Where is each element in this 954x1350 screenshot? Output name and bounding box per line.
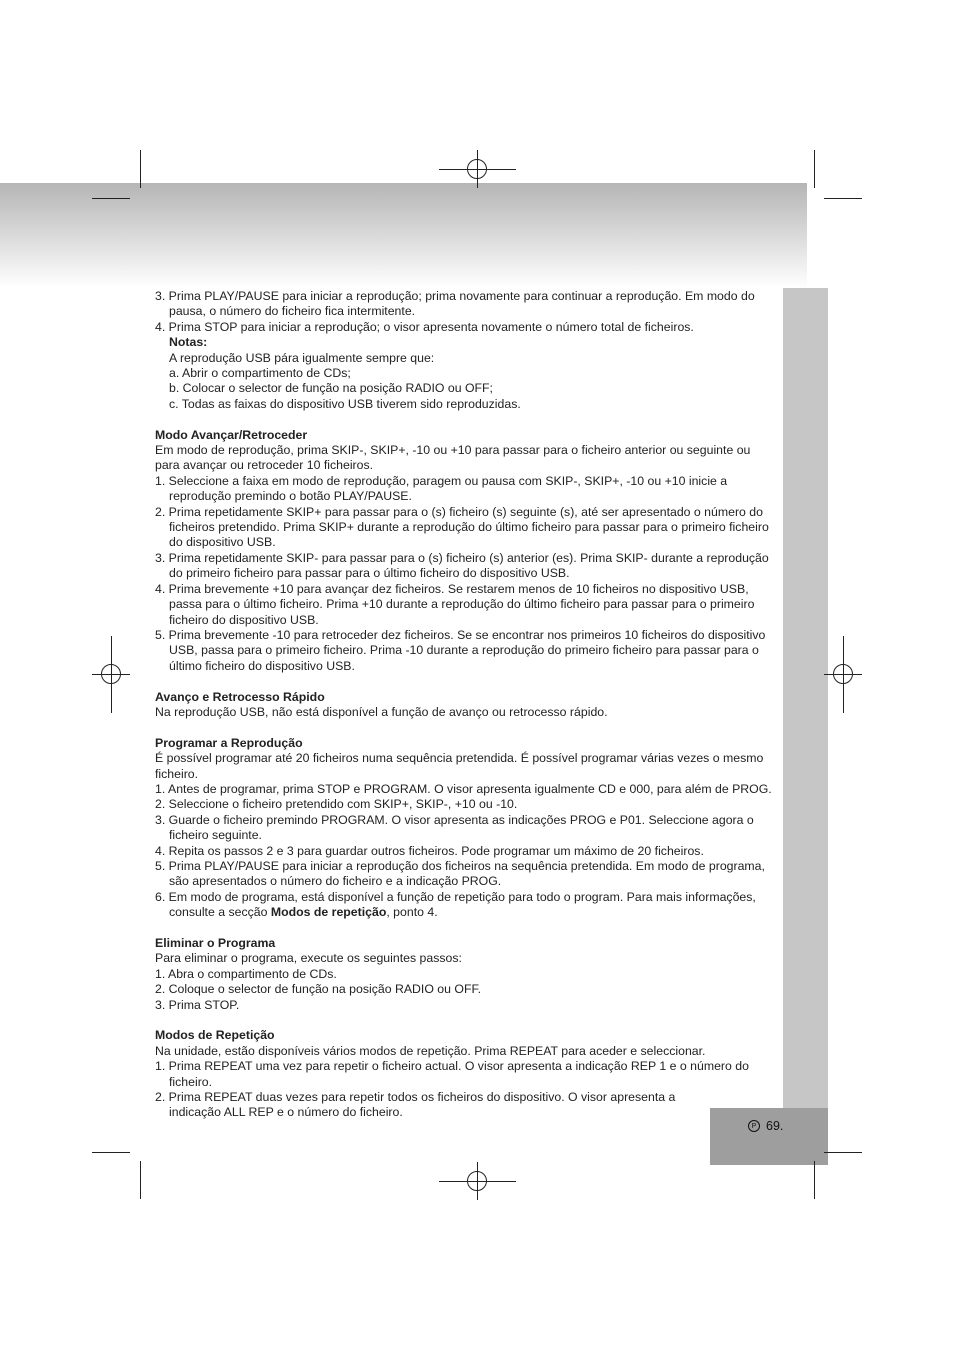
list-item: 4. Repita os passos 2 e 3 para guardar outros ficheiros. Pode programar um máximo de 20 ficheiros. (155, 843, 704, 858)
section-heading-repeat: Modos de Repetição (155, 1028, 275, 1043)
side-tab (783, 288, 828, 1108)
list-item: 2. Prima repetidamente SKIP+ para passar para o (s) ficheiro (s) seguinte (s), até ser apresentado o número do ficheiros pretendido. Prima SKIP+ durante a reprodução do último ficheiro para passar para o primeiro ficheiro do dispositivo USB. (155, 504, 769, 550)
list-item: 5. Prima brevemente -10 para retroceder dez ficheiros. Se se encontrar nos primeiros 10 ficheiros do dispositivo USB, passa para o primeiro ficheiro. Prima -10 durante a reprodução do primeiro ficheiro para passar para o último ficheiro do dispositivo USB. (155, 627, 766, 673)
section-heading-delete: Eliminar o Programa (155, 936, 276, 950)
page-number-text: 69. (766, 1119, 784, 1133)
manual-text (155, 289, 777, 1121)
section-intro: Na unidade, estão disponíveis vários modos de repetição. Prima REPEAT para aceder e seleccionar. (155, 1043, 706, 1058)
notes-item: b. Colocar o selector de função na posição RADIO ou OFF; (169, 381, 493, 396)
list-item: 3. Prima PLAY/PAUSE para iniciar a reprodução; prima novamente para continuar a reprodução. Em modo do pausa, o número do ficheiro fica intermitente. (155, 289, 755, 319)
notes-item: c. Todas as faixas do dispositivo USB tiverem sido reproduzidas. (169, 396, 521, 411)
list-item: 2. Seleccione o ficheiro pretendido com SKIP+, SKIP-, +10 ou -10. (155, 797, 518, 812)
list-item: 2. Prima REPEAT duas vezes para repetir todos os ficheiros do dispositivo. O visor apresenta a indicação ALL REP e o número do ficheiro. (155, 1090, 676, 1120)
crop-mark (824, 1152, 862, 1153)
notes-item: a. Abrir o compartimento de CDs; (169, 366, 351, 381)
list-item: 5. Prima PLAY/PAUSE para iniciar a reprodução dos ficheiros na sequência pretendida. Em modo de programa, são apresentados o número do ficheiro e a indicação PROG. (155, 858, 765, 889)
registration-line (439, 169, 516, 170)
section-intro: Para eliminar o programa, execute os seguintes passos: (155, 951, 462, 966)
notes-intro: A reprodução USB pára igualmente sempre que: (169, 350, 435, 365)
section-heading-skip: Modo Avançar/Retroceder (155, 427, 308, 442)
crop-mark (824, 198, 862, 199)
registration-line (439, 1181, 516, 1182)
section-intro: É possível programar até 20 ficheiros numa sequência pretendida. É possível programar várias vezes o mesmo ficheiro. (155, 751, 764, 781)
list-item: 4. Prima STOP para iniciar a reprodução; o visor apresenta novamente o número total de ficheiros. (155, 319, 694, 334)
list-item: 1. Prima REPEAT uma vez para repetir o ficheiro actual. O visor apresenta a indicação REP 1 e o número do ficheiro. (155, 1059, 749, 1089)
notes-title: Notas: (169, 335, 208, 350)
crop-mark (814, 1161, 815, 1199)
list-item: 3. Prima STOP. (155, 997, 240, 1012)
list-item (155, 890, 777, 921)
cross-reference: Modos de repetição (270, 905, 387, 920)
list-item: 1. Antes de programar, prima STOP e PROGRAM. O visor apresenta igualmente CD e 000, para além de PROG. (155, 781, 772, 796)
page-number (748, 1119, 783, 1133)
list-item: 3. Guarde o ficheiro premindo PROGRAM. O visor apresenta as indicações PROG e P01. Seleccione agora o ficheiro seguinte. (155, 812, 754, 843)
crop-mark (140, 150, 141, 188)
section-heading-program: Programar a Reprodução (155, 735, 303, 750)
registration-line (92, 674, 130, 675)
crop-mark (92, 1152, 130, 1153)
list-item-text: 6. Em modo de programa, está disponível a função de repetição para todo o program. Para mais informações, consulte a secção (155, 889, 756, 920)
list-item: 3. Prima repetidamente SKIP- para passar para o (s) ficheiro (s) anterior (es). Prima SKIP- durante a reprodução do primeiro ficheiro para passar para o último ficheiro do dispositivo USB. (155, 550, 769, 581)
crop-mark (92, 198, 130, 199)
list-item: 2. Coloque o selector de função na posição RADIO ou OFF. (155, 982, 482, 997)
section-text: Na reprodução USB, não está disponível a função de avanço ou retrocesso rápido. (155, 704, 608, 719)
list-item-text: , ponto 4. (386, 905, 438, 920)
section-heading-fast: Avanço e Retrocesso Rápido (155, 689, 325, 704)
list-item: 4. Prima brevemente +10 para avançar dez ficheiros. Se restarem menos de 10 ficheiros no dispositivo USB, passa para o último ficheiro. Prima +10 durante a reprodução do último ficheiro para passar para o primeiro ficheiro do dispositivo USB. (155, 581, 755, 627)
registration-line (824, 674, 862, 675)
section-intro: Em modo de reprodução, prima SKIP-, SKIP+, -10 ou +10 para passar para o ficheiro anterior ou seguinte ou para avançar ou retroceder 10 ficheiros. (155, 443, 751, 473)
crop-mark (814, 150, 815, 188)
list-item: 1. Seleccione a faixa em modo de reprodução, paragem ou pausa com SKIP-, SKIP+, -10 ou +10 inicie a reprodução premindo o botão PLAY/PAUSE. (155, 473, 728, 504)
crop-mark (140, 1161, 141, 1199)
language-badge: P (748, 1120, 760, 1132)
list-item: 1. Abra o compartimento de CDs. (155, 966, 337, 981)
